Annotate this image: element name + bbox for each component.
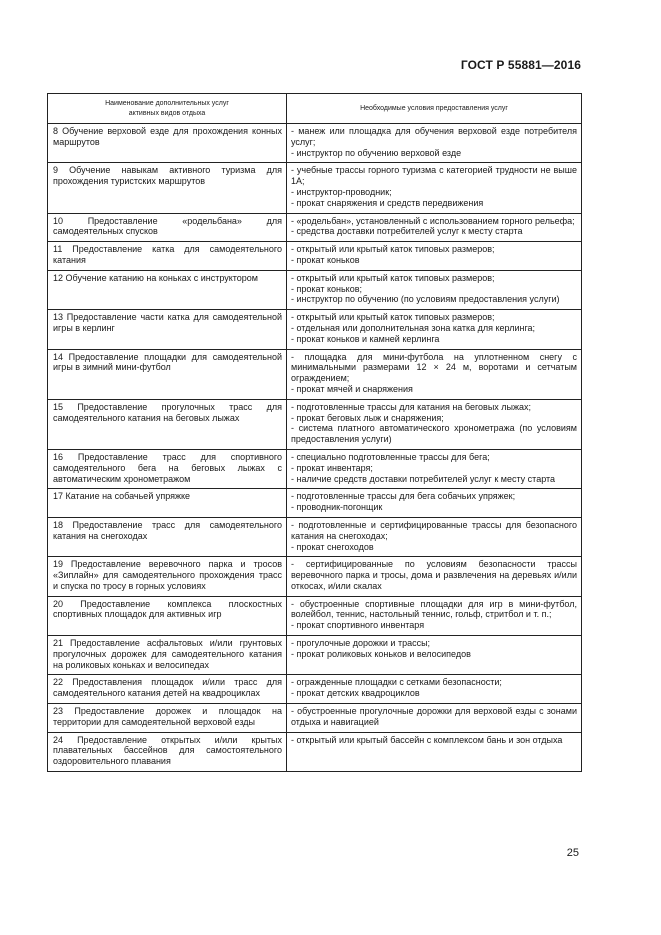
condition-item: - прокат роликовых коньков и велосипедов	[291, 648, 471, 659]
service-name-cell: 14 Предоставление площадки для самодеятельной игры в зимний мини-футбол	[48, 349, 287, 399]
condition-item: - прокат мячей и снаряжения	[291, 383, 413, 394]
condition-item: - «родельбан», установленный с использованием горного рельефа;	[291, 215, 575, 226]
conditions-cell	[287, 449, 582, 488]
condition-item: - огражденные площадки с сетками безопасности;	[291, 677, 502, 688]
table-row	[48, 242, 582, 271]
condition-item: - открытый или крытый бассейн с комплексом бань и зон отдыха	[291, 734, 563, 745]
condition-item: - прокат коньков	[291, 254, 360, 265]
service-name-cell: 23 Предоставление дорожек и площадок на территории для самодеятельной верховой езды	[48, 704, 287, 733]
conditions-cell	[287, 557, 582, 596]
condition-item: - прокат снегоходов	[291, 541, 374, 552]
condition-item: - проводник-погонщик	[291, 502, 383, 513]
condition-item: - прокат спортивного инвентаря	[291, 620, 425, 631]
condition-item: - подготовленные трассы для бега собачьих упряжек;	[291, 491, 516, 502]
condition-item: - площадка для мини-футбола на уплотненном снегу с минимальными размерами 12 × 24 м, воротами и сетчатым ограждением;	[291, 351, 577, 384]
conditions-cell	[287, 489, 582, 518]
table-row	[48, 349, 582, 399]
condition-item: - манеж или площадка для обучения верховой езде потребителя услуг;	[291, 126, 577, 147]
condition-item: - прокат коньков;	[291, 283, 362, 294]
table-row	[48, 213, 582, 242]
table-row	[48, 704, 582, 733]
service-name-cell: 24 Предоставление открытых и/или крытых плавательных бассейнов для самостоятельного оздоровительного плавания	[48, 732, 287, 771]
service-name-cell: 18 Предоставление трасс для самодеятельного катания на снегоходах	[48, 517, 287, 556]
table-row	[48, 124, 582, 163]
condition-item: - открытый или крытый каток типовых размеров;	[291, 244, 495, 255]
condition-item: - сертифицированные по условиям безопасности трассы веревочного парка и тросы, дома и развлечения на деревьях и/или откосах, и/или скалах	[291, 559, 577, 591]
service-name-cell: 8 Обучение верховой езде для прохождения конных маршрутов	[48, 124, 287, 163]
table-row	[48, 636, 582, 675]
condition-item: - инструктор по обучению (по условиям предоставления услуги)	[291, 294, 560, 305]
conditions-cell	[287, 242, 582, 271]
table-row	[48, 310, 582, 349]
conditions-cell	[287, 675, 582, 704]
conditions-cell	[287, 163, 582, 213]
conditions-cell	[287, 636, 582, 675]
condition-item: - обустроенные спортивные площадки для игр в мини-футбол, волейбол, теннис, настольный теннис, гольф, стритбол и т. п.;	[291, 598, 577, 620]
conditions-cell	[287, 704, 582, 733]
condition-item: - учебные трассы горного туризма с категорией трудности не выше 1А;	[291, 165, 577, 187]
condition-item: - открытый или крытый каток типовых размеров;	[291, 272, 495, 283]
service-name-cell: 13 Предоставление части катка для самодеятельной игры в керлинг	[48, 310, 287, 349]
condition-item: - средства доставки потребителей услуг к месту старта	[291, 226, 523, 237]
service-name-cell: 12 Обучение катанию на коньках с инструктором	[48, 270, 287, 309]
table-row	[48, 675, 582, 704]
condition-item: - прокат снаряжения и средств передвижения	[291, 197, 484, 208]
services-table	[47, 93, 582, 772]
column-header-service-line: активных видов отдыха	[128, 109, 206, 117]
table-row	[48, 270, 582, 309]
service-name-cell: 22 Предоставления площадок и/или трасс для самодеятельного катания детей на квадроциклах	[48, 675, 287, 704]
condition-item: - прокат детских квадроциклов	[291, 688, 420, 699]
conditions-cell	[287, 399, 582, 449]
conditions-cell	[287, 270, 582, 309]
table-row	[48, 517, 582, 556]
conditions-cell	[287, 596, 582, 635]
condition-item: - открытый или крытый каток типовых размеров;	[291, 312, 495, 323]
condition-item: - прокат коньков и камней керлинга	[291, 333, 440, 344]
conditions-cell	[287, 310, 582, 349]
service-name-cell: 11 Предоставление катка для самодеятельного катания	[48, 242, 287, 271]
table-row	[48, 489, 582, 518]
column-header-conditions: Необходимые условия предоставления услуг	[287, 94, 582, 124]
conditions-cell	[287, 213, 582, 242]
service-name-cell: 17 Катание на собачьей упряжке	[48, 489, 287, 518]
page-number: 25	[566, 847, 579, 859]
service-name-cell: 19 Предоставление веревочного парка и тросов «Зиплайн» для самодеятельного прохождения трасс и спуска по тросу в горных условиях	[48, 557, 287, 596]
service-name-cell: 20 Предоставление комплекса плоскостных спортивных площадок для активных игр	[48, 596, 287, 635]
table-header-row	[48, 94, 582, 124]
condition-item: - подготовленные и сертифицированные трассы для безопасного катания на снегоходах;	[291, 519, 577, 541]
column-header-service	[48, 94, 287, 124]
conditions-cell	[287, 349, 582, 399]
conditions-cell	[287, 732, 582, 771]
table-body	[48, 124, 582, 772]
table-row	[48, 399, 582, 449]
document-standard-id: ГОСТ Р 55881—2016	[460, 58, 581, 72]
table-row	[48, 732, 582, 771]
condition-item: - подготовленные трассы для катания на беговых лыжах;	[291, 401, 532, 412]
condition-item: - инструктор-проводник;	[291, 186, 392, 197]
table-row	[48, 163, 582, 213]
service-name-cell: 21 Предоставление асфальтовых и/или грунтовых прогулочных дорожек для самодеятельного катания на роликовых коньках и велосипедах	[48, 636, 287, 675]
service-name-cell: 15 Предоставление прогулочных трасс для самодеятельного катания на беговых лыжах	[48, 399, 287, 449]
condition-item: - специально подготовленные трассы для бега;	[291, 451, 490, 462]
condition-item: - наличие средств доставки потребителей услуг к месту старта	[291, 473, 556, 484]
condition-item: - прогулочные дорожки и трассы;	[291, 638, 431, 649]
service-name-cell: 10 Предоставление «родельбана» для самодеятельных спусков	[48, 213, 287, 242]
condition-item: - система платного автоматического хронометража (по условиям предоставления услуги)	[291, 423, 577, 445]
table-row	[48, 557, 582, 596]
column-header-service-line: Наименование дополнительных услуг	[105, 99, 229, 107]
condition-item: - инструктор по обучению верховой езде	[291, 147, 462, 158]
table-row	[48, 596, 582, 635]
service-name-cell: 16 Предоставление трасс для спортивного самодеятельного бега на беговых лыжах с автоматическим хронометражом	[48, 449, 287, 488]
table-row	[48, 449, 582, 488]
condition-item: - отдельная или дополнительная зона катка для керлинга;	[291, 322, 536, 333]
conditions-cell	[287, 517, 582, 556]
conditions-cell	[287, 124, 582, 163]
condition-item: - прокат инвентаря;	[291, 462, 373, 473]
condition-item: - прокат беговых лыж и снаряжения;	[291, 412, 444, 423]
service-name-cell: 9 Обучение навыкам активного туризма для прохождения туристских маршрутов	[48, 163, 287, 213]
condition-item: - обустроенные прогулочные дорожки для верховой езды с зонами отдыха и навигацией	[291, 706, 577, 727]
